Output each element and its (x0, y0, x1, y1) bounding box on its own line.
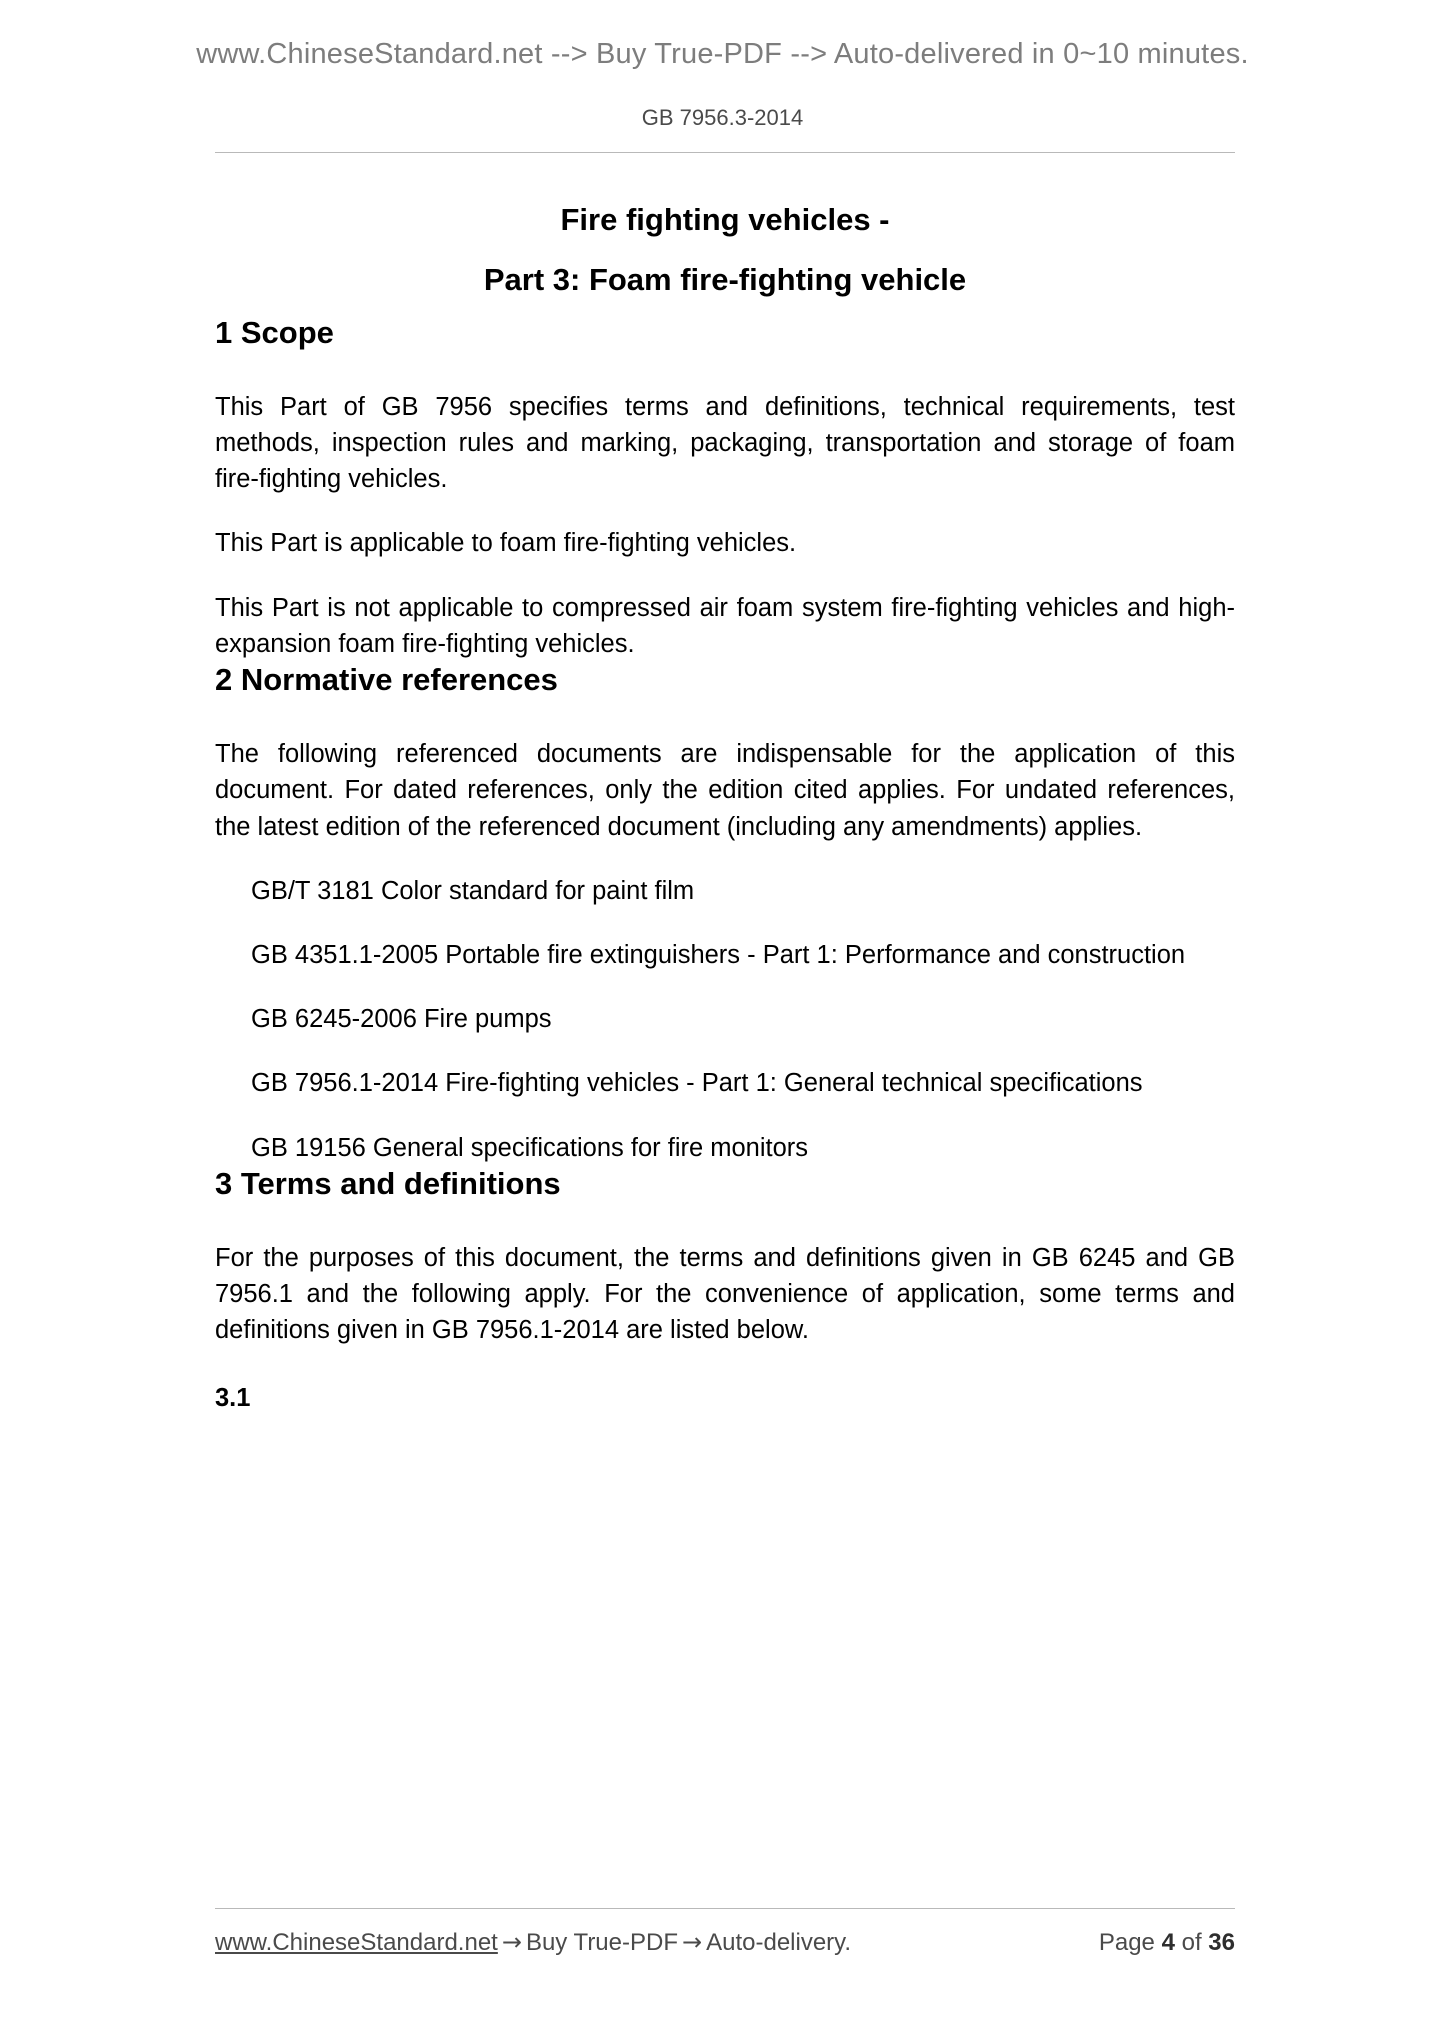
promo-watermark: www.ChineseStandard.net --> Buy True-PDF --> Auto-delivered in 0~10 minutes. (196, 38, 1249, 70)
page-footer (215, 1928, 1235, 1957)
reference-item: GB/T 3181 Color standard for paint film (251, 876, 695, 905)
footer-delivery-label: Auto-delivery. (706, 1929, 852, 1956)
of-label: of (1181, 1929, 1202, 1956)
page-indicator (1059, 1929, 1235, 1957)
page-label: Page (1098, 1929, 1155, 1956)
title-line-2: Part 3: Foam fire-fighting vehicle (483, 262, 967, 298)
footer-buy-label: Buy True-PDF (525, 1929, 678, 1956)
scope-paragraph-1: This Part of GB 7956 specifies terms and definitions, technical requirements, test methods, inspection rules and marking, packaging, transportation and storage of foam fire-fighting vehicles. (215, 392, 1235, 494)
reference-item: GB 4351.1-2005 Portable fire extinguishers - Part 1: Performance and construction (251, 940, 1186, 969)
reference-item: GB 6245-2006 Fire pumps (251, 1005, 552, 1034)
section-heading-scope: 1 Scope (215, 314, 334, 350)
header-divider (215, 152, 1235, 153)
section-heading-terms-and-definitions: 3 Terms and definitions (215, 1165, 561, 1201)
section-heading-normative-references: 2 Normative references (215, 662, 558, 698)
page-total: 36 (1208, 1929, 1235, 1956)
normative-paragraph-1: The following referenced documents are indispensable for the application of this document. For dated references, only the edition cited applies. For undated references, the latest edition of the referenced document (including any amendments) applies. (215, 740, 1235, 841)
scope-paragraph-2: This Part is applicable to foam fire-fighting vehicles. (215, 529, 797, 558)
clause-number-3-1: 3.1 (215, 1384, 251, 1413)
reference-item: GB 19156 General specifications for fire monitors (251, 1133, 809, 1162)
footer-promo (215, 1928, 1059, 1957)
page-title (215, 190, 1235, 311)
standard-code: GB 7956.3-2014 (641, 105, 804, 130)
arrow-icon: → (682, 1928, 703, 1956)
footer-divider (215, 1908, 1235, 1909)
scope-paragraph-3: This Part is not applicable to compressed air foam system fire-fighting vehicles and high-expansion foam fire-fighting vehicles. (215, 593, 1235, 658)
footer-site-link[interactable]: www.ChineseStandard.net (215, 1929, 498, 1956)
terms-paragraph-1: For the purposes of this document, the terms and definitions given in GB 6245 and GB 7956.1 and the following apply. For the convenience of application, some terms and definitions given in GB 7956.1-2014 are listed below. (215, 1243, 1235, 1345)
title-line-1: Fire fighting vehicles - (560, 202, 890, 237)
reference-item: GB 7956.1-2014 Fire-fighting vehicles - Part 1: General technical specifications (251, 1069, 1143, 1098)
page-content (215, 190, 1235, 1413)
page-number: 4 (1161, 1929, 1175, 1956)
arrow-icon: → (501, 1928, 522, 1956)
